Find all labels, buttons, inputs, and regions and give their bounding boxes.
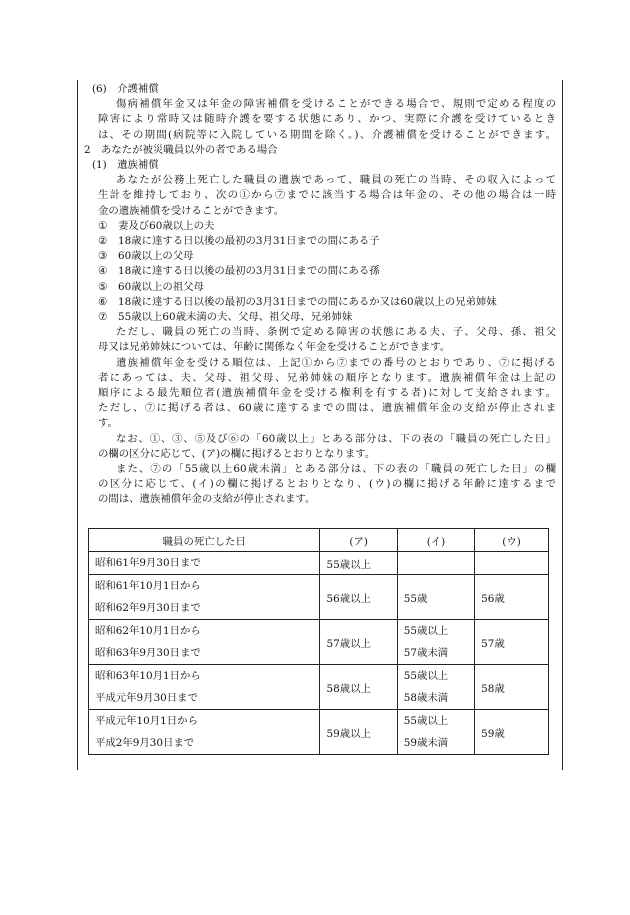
- list-item: [84, 310, 556, 325]
- header-u: (ウ): [475, 529, 549, 552]
- table-header-row: [89, 529, 549, 552]
- column-i-line: 55歳以上: [403, 715, 449, 727]
- column-i-line: 59歳未満: [403, 737, 449, 749]
- paragraph-line: なお、①、③、⑤及び⑥の「60歳以上」とある部分は、下の表の「職員の死亡した日」: [116, 432, 556, 445]
- paragraph-line: す。: [98, 417, 118, 430]
- paragraph-line: の欄の区分に応じて、(ア)の欄に掲げるとおりとなります。: [98, 447, 376, 460]
- list-item-number: ⑦: [98, 311, 108, 324]
- header-i: (イ): [397, 529, 474, 552]
- age-table: [88, 528, 549, 755]
- death-date-cell: [89, 575, 320, 620]
- list-item-number: ⑤: [98, 280, 108, 293]
- header-death-date: 職員の死亡した日: [89, 529, 320, 552]
- list-item: [84, 295, 556, 310]
- death-date-line: 昭和61年9月30日まで: [95, 557, 201, 569]
- table-row: [89, 620, 549, 665]
- column-a-cell: 55歳以上: [320, 552, 397, 575]
- death-date-cell: [89, 620, 320, 665]
- intro-line: 生計を維持しており、次の①から⑦までに該当する場合は年金の、その他の場合は一時: [98, 189, 556, 202]
- section-6-line: は、その期間(病院等に入院している期間を除く。)、介護補償を受けることができます。: [98, 128, 556, 141]
- table-row: [89, 710, 549, 755]
- column-i-cell: [397, 552, 474, 575]
- column-i-cell: [397, 665, 474, 710]
- column-u-cell: 57歳: [475, 620, 549, 665]
- death-date-line: 平成2年9月30日まで: [95, 737, 195, 749]
- list-item-text: 18歳に達する日以後の最初の3月31日までの間にある孫: [118, 265, 380, 278]
- paragraph-line: 者にあっては、夫、父母、祖父母、兄弟姉妹の順序となります。遺族補償年金は上記の: [98, 371, 556, 384]
- death-date-line: 昭和62年9月30日まで: [95, 602, 201, 614]
- column-a-cell: 57歳以上: [320, 620, 397, 665]
- paragraph-line: 母又は兄弟姉妹については、年齢に関係なく年金を受けることができます。: [98, 341, 451, 354]
- paragraph-line: の区分に応じて、(イ)の欄に掲げるとおりとなり、(ウ)の欄に掲げる年齢に達するまで: [98, 478, 556, 491]
- list-item: [84, 280, 556, 295]
- section-2-heading: 2 あなたが被災職員以外の者である場合: [84, 143, 278, 156]
- header-a: (ア): [320, 529, 397, 552]
- list-item-text: 60歳以上の父母: [118, 250, 194, 263]
- list-item-number: ②: [98, 235, 108, 248]
- list-item: [84, 219, 556, 234]
- death-date-line: 平成元年9月30日まで: [95, 692, 198, 704]
- list-item: [84, 249, 556, 264]
- list-item: [84, 234, 556, 249]
- section-6-line: 傷病補償年金又は年金の障害補償を受けることができる場合で、規則で定める程度の: [116, 98, 556, 111]
- column-u-cell: 59歳: [475, 710, 549, 755]
- list-item: [84, 264, 556, 279]
- section-6-line: 障害により常時又は随時介護を要する状態にあり、かつ、実際に介護を受けているとき: [98, 113, 556, 126]
- column-i-line: 58歳未満: [403, 692, 449, 704]
- list-item-text: 18歳に達する日以後の最初の3月31日までの間にあるか又は60歳以上の兄弟姉妹: [118, 295, 497, 308]
- death-date-line: 昭和61年10月1日から: [95, 580, 201, 592]
- list-item-text: 60歳以上の祖父母: [118, 280, 204, 293]
- paragraph-line: ただし、職員の死亡の当時、条例で定める障害の状態にある夫、子、父母、孫、祖父: [116, 326, 556, 339]
- death-date-line: 昭和63年10月1日から: [95, 670, 201, 682]
- list-item-number: ①: [98, 219, 108, 232]
- column-a-cell: 59歳以上: [320, 710, 397, 755]
- column-i-line: 57歳未満: [403, 647, 449, 659]
- column-i-cell: [397, 710, 474, 755]
- column-i-cell: 55歳: [397, 575, 474, 620]
- death-date-cell: [89, 710, 320, 755]
- paragraph-line: 遺族補償年金を受ける順位は、上記①から⑦までの番号のとおりであり、⑦に掲げる: [116, 356, 556, 369]
- column-i-cell: [397, 620, 474, 665]
- column-a-cell: 58歳以上: [320, 665, 397, 710]
- death-date-line: 平成元年10月1日から: [95, 715, 198, 727]
- list-item-text: 妻及び60歳以上の夫: [118, 219, 215, 232]
- column-a-cell: 56歳以上: [320, 575, 397, 620]
- column-i-line: 55歳以上: [403, 625, 449, 637]
- list-item-number: ④: [98, 265, 108, 278]
- death-date-cell: [89, 552, 320, 575]
- table-row: [89, 552, 549, 575]
- intro-line: あなたが公務上死亡した職員の遺族であって、職員の死亡の当時、その収入によって: [116, 174, 556, 187]
- subsection-1-heading: (1) 遺族補償: [92, 159, 159, 172]
- death-date-cell: [89, 665, 320, 710]
- paragraph-line: また、⑦の「55歳以上60歳未満」とある部分は、下の表の「職員の死亡した日」の欄: [116, 463, 556, 476]
- paragraph-line: ただし、⑦に掲げる者は、60歳に達するまでの間は、遺族補償年金の支給が停止されま: [98, 402, 556, 415]
- list-item-number: ⑥: [98, 295, 108, 308]
- column-u-cell: 56歳: [475, 575, 549, 620]
- list-item-number: ③: [98, 250, 108, 263]
- list-item-text: 18歳に達する日以後の最初の3月31日までの間にある子: [118, 235, 380, 248]
- column-u-cell: 58歳: [475, 665, 549, 710]
- death-date-line: 昭和63年9月30日まで: [95, 647, 201, 659]
- paragraph-line: の間は、遺族補償年金の支給が停止されます。: [98, 493, 316, 506]
- death-date-line: 昭和62年10月1日から: [95, 625, 201, 637]
- list-item-text: 55歳以上60歳未満の夫、父母、祖父母、兄弟姉妹: [118, 311, 353, 324]
- paragraph-line: 順序による最先順位者(遺族補償年金を受ける権利を有する者)に対して支給されます。: [98, 387, 556, 400]
- intro-line: 金の遺族補償を受けることができます。: [98, 204, 285, 217]
- column-u-cell: [475, 552, 549, 575]
- column-i-line: 55歳以上: [403, 670, 449, 682]
- section-6-heading: (6) 介護補償: [92, 83, 159, 95]
- document-body: [84, 82, 556, 508]
- table-row: [89, 575, 549, 620]
- table-row: [89, 665, 549, 710]
